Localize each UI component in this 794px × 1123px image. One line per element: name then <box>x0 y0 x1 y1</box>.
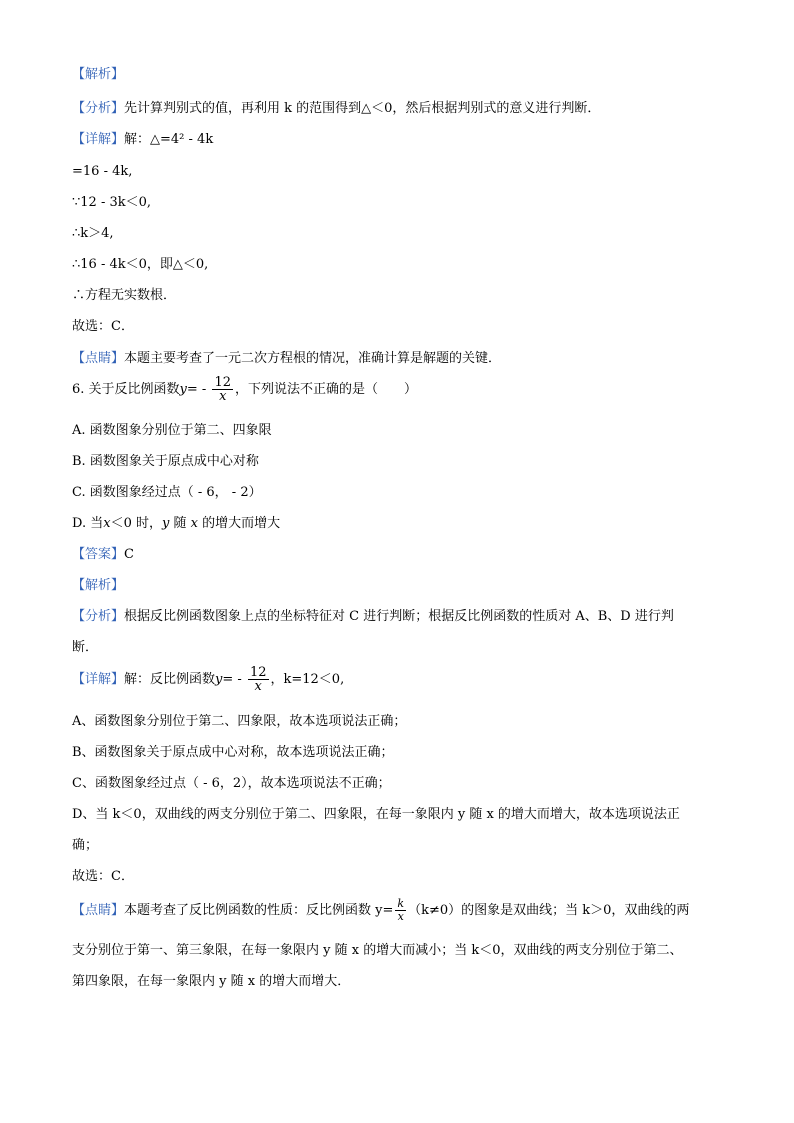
comment-line-1 <box>72 350 501 368</box>
detail-eq: = - <box>222 672 242 687</box>
jiexi-heading-2: 【解析】 <box>72 578 125 593</box>
step-line: ∴k＞4, <box>72 226 114 241</box>
option-d-x: x <box>103 516 111 531</box>
fraction-denominator: x <box>397 910 404 923</box>
option-c: C. 函数图象经过点（ - 6， - 2） <box>72 485 262 500</box>
detail-item-a: A、函数图象分别位于第二、四象限，故本选项说法正确； <box>72 714 407 729</box>
detail-item-d-cont: 确； <box>72 838 99 853</box>
option-d-pre: D. 当 <box>72 516 104 531</box>
fraction-denominator: x <box>254 679 262 694</box>
comment-line-2-cont: 支分别位于第一、第三象限，在每一象限内 y 随 x 的增大而减小；当 k＜0，双曲线的两支分别位于第二、 <box>72 943 683 958</box>
analysis-line-2 <box>72 608 674 626</box>
detail-y: y <box>215 672 223 687</box>
stem-fraction <box>212 376 233 403</box>
comment-text: 本题主要考查了一元二次方程根的情况，准确计算是解题的关键． <box>124 351 502 366</box>
comment-fraction <box>395 898 406 923</box>
analysis-line-1 <box>72 100 600 118</box>
comment-pre: 本题考查了反比例函数的性质：反比例函数 y= <box>124 903 394 918</box>
option-d-x2: x <box>190 516 198 531</box>
detail-line-1 <box>72 131 213 149</box>
step-line: ∵12 - 3k＜0, <box>72 195 152 210</box>
comment-line-2 <box>72 898 689 924</box>
fraction-denominator: x <box>219 389 227 404</box>
analysis-tag: 【分析】 <box>72 101 125 116</box>
option-a: A. 函数图象分别位于第二、四象限 <box>72 423 272 438</box>
comment-tag: 【点睛】 <box>72 903 125 918</box>
option-b: B. 函数图象关于原点成中心对称 <box>72 454 259 469</box>
option-d-mid2: 随 <box>169 516 187 531</box>
detail-post: ，k=12＜0, <box>270 672 345 687</box>
fraction-numerator: 12 <box>249 665 267 680</box>
question-6-stem <box>72 376 417 404</box>
stem-y: y <box>179 382 187 397</box>
comment-tag: 【点睛】 <box>72 351 125 366</box>
option-d-mid: ＜0 时， <box>110 516 162 531</box>
detail-choice: 故选：C． <box>72 869 134 884</box>
detail-tag: 【详解】 <box>72 672 125 687</box>
option-d-post: 的增大而增大 <box>197 516 281 531</box>
detail-item-d: D、当 k＜0，双曲线的两支分别位于第二、四象限，在每一象限内 y 随 x 的增大而增大，故本选项说法正 <box>72 807 680 822</box>
answer-tag: 【答案】 <box>72 547 125 562</box>
option-d <box>72 515 280 533</box>
detail-item-b: B、函数图象关于原点成中心对称，故本选项说法正确； <box>72 745 394 760</box>
analysis-text: 根据反比例函数图象上点的坐标特征对 C 进行判断；根据反比例函数的性质对 A、B、D 进行判 <box>124 609 674 624</box>
analysis-text: 先计算判别式的值，再利用 k 的范围得到△＜0，然后根据判别式的意义进行判断． <box>124 101 601 116</box>
analysis-tag: 【分析】 <box>72 609 125 624</box>
step-line: 故选：C． <box>72 319 134 334</box>
fraction-numerator: k <box>397 897 405 910</box>
fraction-numerator: 12 <box>214 375 232 390</box>
detail-line-2 <box>72 666 344 694</box>
detail-text: 解：△=4² - 4k <box>124 132 214 147</box>
detail-item-c: C、函数图象经过点（ - 6，2），故本选项说法不正确； <box>72 776 391 791</box>
stem-eq: = - <box>186 382 207 397</box>
detail-fraction <box>248 666 269 693</box>
analysis-line-2-cont: 断． <box>72 640 99 655</box>
detail-tag: 【详解】 <box>72 132 125 147</box>
stem-pre: 6. 关于反比例函数 <box>72 382 180 397</box>
comment-line-2-cont2: 第四象限，在每一象限内 y 随 x 的增大而增大． <box>72 974 351 989</box>
option-d-y: y <box>161 516 170 531</box>
step-line: ∴16 - 4k＜0，即△＜0, <box>72 257 209 272</box>
step-line: =16 - 4k, <box>72 164 133 179</box>
detail-pre: 解：反比例函数 <box>124 672 216 687</box>
jiexi-heading-1: 【解析】 <box>72 67 125 82</box>
comment-post: （k≠0）的图象是双曲线；当 k＞0，双曲线的两 <box>408 903 690 918</box>
step-line: ∴方程无实数根． <box>72 288 177 303</box>
answer-line <box>72 546 134 564</box>
answer-text: C <box>124 547 134 562</box>
stem-post: ，下列说法不正确的是（ ） <box>235 382 418 397</box>
